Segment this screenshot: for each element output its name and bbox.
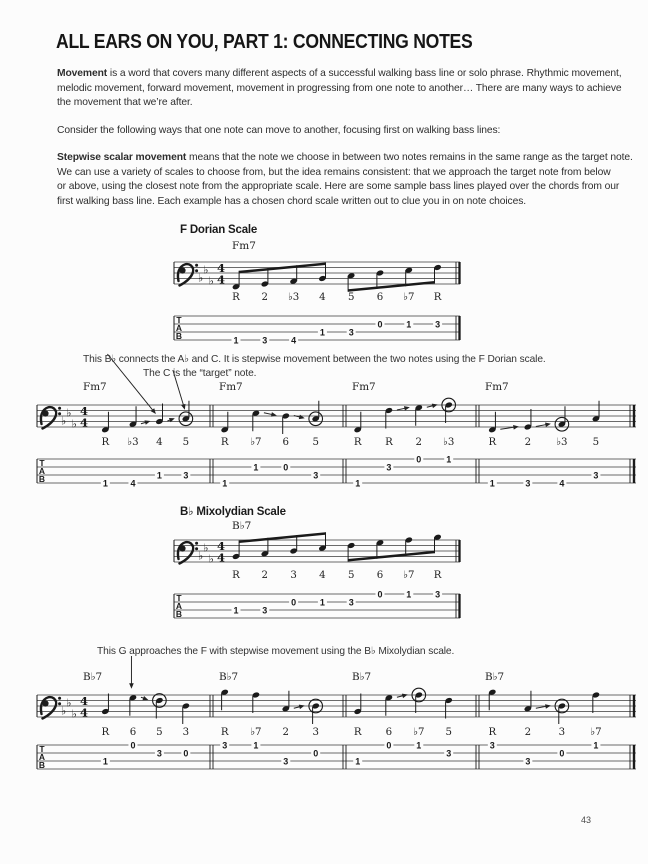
- svg-text:3: 3: [525, 756, 531, 767]
- walking-tab-svg-1: [35, 741, 639, 779]
- svg-text:B♭7: B♭7: [83, 671, 103, 683]
- svg-text:♭: ♭: [71, 417, 77, 431]
- svg-text:3: 3: [313, 470, 319, 481]
- svg-text:6: 6: [282, 437, 290, 448]
- svg-text:3: 3: [558, 727, 566, 738]
- svg-text:♭: ♭: [66, 406, 72, 420]
- svg-text:R: R: [433, 292, 442, 303]
- svg-text:3: 3: [182, 727, 190, 738]
- svg-text:6: 6: [385, 727, 393, 738]
- svg-text:1: 1: [102, 478, 108, 489]
- svg-text:3: 3: [312, 727, 319, 738]
- svg-text:6: 6: [376, 570, 384, 581]
- svg-text:1: 1: [233, 605, 239, 616]
- svg-text:Fm7: Fm7: [83, 381, 107, 393]
- svg-text:♭3: ♭3: [127, 437, 139, 448]
- scale-notation-svg-0: [172, 250, 464, 312]
- svg-text:0: 0: [130, 740, 136, 751]
- svg-text:0: 0: [377, 319, 383, 330]
- page-number: 43: [581, 815, 592, 825]
- svg-text:1: 1: [319, 597, 325, 608]
- paragraph: [57, 124, 633, 139]
- svg-text:6: 6: [376, 292, 384, 303]
- svg-text:3: 3: [156, 748, 162, 759]
- svg-text:T: T: [39, 744, 45, 754]
- svg-text:0: 0: [377, 589, 383, 600]
- svg-text:B♭7: B♭7: [219, 671, 239, 683]
- svg-text:1: 1: [593, 740, 599, 751]
- svg-text:4: 4: [130, 478, 136, 489]
- svg-text:♭7: ♭7: [590, 727, 602, 738]
- svg-text:♭: ♭: [198, 549, 204, 563]
- svg-text:T: T: [39, 458, 45, 468]
- svg-text:3: 3: [386, 462, 392, 473]
- svg-text:R: R: [488, 437, 497, 448]
- svg-text:♭3: ♭3: [443, 437, 455, 448]
- svg-text:4: 4: [79, 705, 89, 720]
- svg-text:3: 3: [593, 470, 599, 481]
- svg-text:2: 2: [261, 292, 269, 303]
- svg-text:1: 1: [406, 319, 412, 330]
- svg-text:4: 4: [216, 538, 226, 553]
- svg-text:T: T: [176, 315, 182, 325]
- svg-text:6: 6: [129, 727, 137, 738]
- svg-text:B: B: [38, 474, 46, 484]
- scale-heading-f-dorian: F Dorian Scale: [180, 224, 258, 236]
- svg-text:3: 3: [222, 740, 228, 751]
- annotation-text: This B♭ connects the A♭ and C. It is stepwise movement between the two notes using the F Dorian scale.: [83, 354, 546, 365]
- svg-text:T: T: [176, 593, 182, 603]
- paragraph-line: the movement that we’re after.: [57, 97, 193, 108]
- svg-text:♭: ♭: [198, 271, 204, 285]
- svg-text:R: R: [385, 437, 393, 448]
- svg-text:1: 1: [355, 756, 361, 767]
- svg-text:4: 4: [216, 550, 226, 565]
- svg-text:♭: ♭: [208, 274, 214, 288]
- paragraph: [57, 67, 633, 111]
- svg-text:R: R: [353, 727, 362, 738]
- svg-text:1: 1: [355, 478, 361, 489]
- svg-text:R: R: [232, 292, 240, 303]
- svg-text:B♭7: B♭7: [352, 671, 372, 683]
- svg-text:4: 4: [319, 570, 326, 581]
- paragraph: [57, 151, 633, 209]
- paragraph-line: Movement is a word that covers many different aspects of a successful walking bass line or solo phrase. Rhythmic movement,: [57, 68, 622, 79]
- svg-text:1: 1: [253, 462, 259, 473]
- svg-text:0: 0: [183, 748, 189, 759]
- svg-text:Fm7: Fm7: [219, 381, 243, 393]
- svg-text:R: R: [353, 437, 362, 448]
- svg-text:♭: ♭: [66, 696, 72, 710]
- svg-text:1: 1: [233, 335, 239, 346]
- svg-text:R: R: [220, 727, 229, 738]
- svg-text:5: 5: [445, 727, 452, 738]
- svg-text:2: 2: [261, 570, 269, 581]
- paragraph-line: We can use a variety of scales to choose from, but the idea remains consistent: that we approach the target note from below: [57, 166, 611, 178]
- svg-text:3: 3: [348, 327, 354, 338]
- scale-tab-svg-1: [172, 590, 464, 628]
- svg-text:R: R: [101, 727, 110, 738]
- svg-text:R: R: [433, 570, 442, 581]
- svg-text:♭7: ♭7: [250, 727, 262, 738]
- svg-text:4: 4: [79, 693, 89, 708]
- paragraph-line: first walking bass line. Each example has a chosen chord scale written out to clue you in on note choices.: [57, 195, 527, 207]
- svg-text:4: 4: [291, 335, 297, 346]
- svg-text:A: A: [38, 466, 46, 476]
- svg-text:R: R: [232, 570, 240, 581]
- svg-text:3: 3: [183, 470, 189, 481]
- svg-text:Fm7: Fm7: [352, 381, 376, 393]
- svg-text:3: 3: [446, 748, 452, 759]
- svg-text:3: 3: [290, 570, 297, 581]
- svg-text:♭7: ♭7: [413, 727, 425, 738]
- scale-heading-bb-mixolydian: B♭ Mixolydian Scale: [180, 506, 286, 518]
- svg-text:R: R: [488, 727, 497, 738]
- svg-text:1: 1: [253, 740, 259, 751]
- svg-text:♭7: ♭7: [250, 437, 262, 448]
- annotation-text: This G approaches the F with stepwise movement using the B♭ Mixolydian scale.: [97, 646, 455, 657]
- svg-text:4: 4: [559, 478, 565, 489]
- svg-text:A: A: [175, 323, 183, 333]
- svg-text:1: 1: [406, 589, 412, 600]
- annotation-text: The C is the “target” note.: [143, 368, 257, 379]
- svg-text:0: 0: [559, 748, 565, 759]
- svg-text:0: 0: [416, 454, 422, 465]
- svg-text:0: 0: [386, 740, 392, 751]
- scale-chord-bb-mixolydian: B♭7: [232, 520, 252, 532]
- svg-text:3: 3: [435, 319, 441, 330]
- svg-text:4: 4: [79, 415, 89, 430]
- svg-text:♭: ♭: [61, 704, 67, 718]
- svg-text:A: A: [175, 601, 183, 611]
- svg-text:3: 3: [489, 740, 495, 751]
- svg-text:2: 2: [524, 437, 532, 448]
- scale-notation-svg-1: [172, 528, 464, 590]
- svg-text:Fm7: Fm7: [485, 381, 509, 393]
- svg-text:4: 4: [156, 437, 163, 448]
- svg-text:1: 1: [319, 327, 325, 338]
- svg-text:R: R: [220, 437, 229, 448]
- svg-text:0: 0: [291, 597, 297, 608]
- svg-text:1: 1: [222, 478, 228, 489]
- svg-text:2: 2: [415, 437, 423, 448]
- svg-text:1: 1: [446, 454, 452, 465]
- paragraph-line: Stepwise scalar movement means that the note we choose in between two notes remains in the same range as the target note.: [57, 152, 633, 163]
- svg-text:3: 3: [283, 756, 289, 767]
- svg-text:5: 5: [156, 727, 163, 738]
- intro-paragraphs: [57, 67, 633, 222]
- svg-text:1: 1: [489, 478, 495, 489]
- paragraph-line: or above, using the closest note from the appropriate scale. Here are some sample bass lines played over the chords from our: [57, 181, 620, 192]
- svg-text:♭7: ♭7: [403, 570, 415, 581]
- walking-notation-svg-0: [35, 350, 639, 454]
- paragraph-line: melodic movement, forward movement, movement in progressing from one note to another… There are many ways to achieve: [57, 82, 622, 94]
- scale-tab-svg-0: [172, 312, 464, 350]
- svg-text:♭3: ♭3: [287, 292, 300, 303]
- svg-text:♭: ♭: [203, 541, 209, 555]
- svg-text:B♭7: B♭7: [485, 671, 505, 683]
- svg-text:4: 4: [216, 272, 226, 287]
- svg-text:3: 3: [525, 478, 531, 489]
- svg-text:♭7: ♭7: [403, 292, 415, 303]
- scale-chord-f-dorian: Fm7: [232, 240, 256, 252]
- svg-text:3: 3: [435, 589, 441, 600]
- svg-text:B: B: [175, 609, 183, 619]
- paragraph-line: Consider the following ways that one note can move to another, focusing first on walking bass lines:: [57, 124, 501, 136]
- svg-text:3: 3: [262, 335, 268, 346]
- svg-text:A: A: [38, 752, 46, 762]
- svg-text:♭: ♭: [71, 707, 77, 721]
- svg-text:B: B: [38, 760, 46, 770]
- svg-text:4: 4: [79, 403, 89, 418]
- svg-text:4: 4: [319, 292, 326, 303]
- svg-text:4: 4: [216, 260, 226, 275]
- svg-text:♭: ♭: [203, 263, 209, 277]
- page-title: ALL EARS ON YOU, PART 1: CONNECTING NOTES: [56, 31, 473, 53]
- svg-text:5: 5: [182, 437, 190, 448]
- svg-text:♭: ♭: [61, 414, 67, 428]
- svg-text:R: R: [101, 437, 110, 448]
- walking-tab-svg-0: [35, 455, 639, 493]
- svg-text:♭3: ♭3: [556, 437, 568, 448]
- svg-text:B: B: [175, 331, 183, 341]
- svg-text:2: 2: [524, 727, 532, 738]
- svg-text:1: 1: [156, 470, 162, 481]
- svg-text:0: 0: [283, 462, 289, 473]
- svg-text:1: 1: [416, 740, 422, 751]
- svg-text:♭: ♭: [208, 552, 214, 566]
- svg-text:3: 3: [348, 597, 354, 608]
- svg-text:1: 1: [102, 756, 108, 767]
- svg-text:5: 5: [347, 570, 355, 581]
- svg-text:3: 3: [262, 605, 268, 616]
- svg-text:5: 5: [347, 292, 355, 303]
- svg-text:0: 0: [313, 748, 319, 759]
- svg-text:5: 5: [312, 437, 319, 448]
- svg-text:2: 2: [282, 727, 290, 738]
- svg-text:5: 5: [592, 437, 600, 448]
